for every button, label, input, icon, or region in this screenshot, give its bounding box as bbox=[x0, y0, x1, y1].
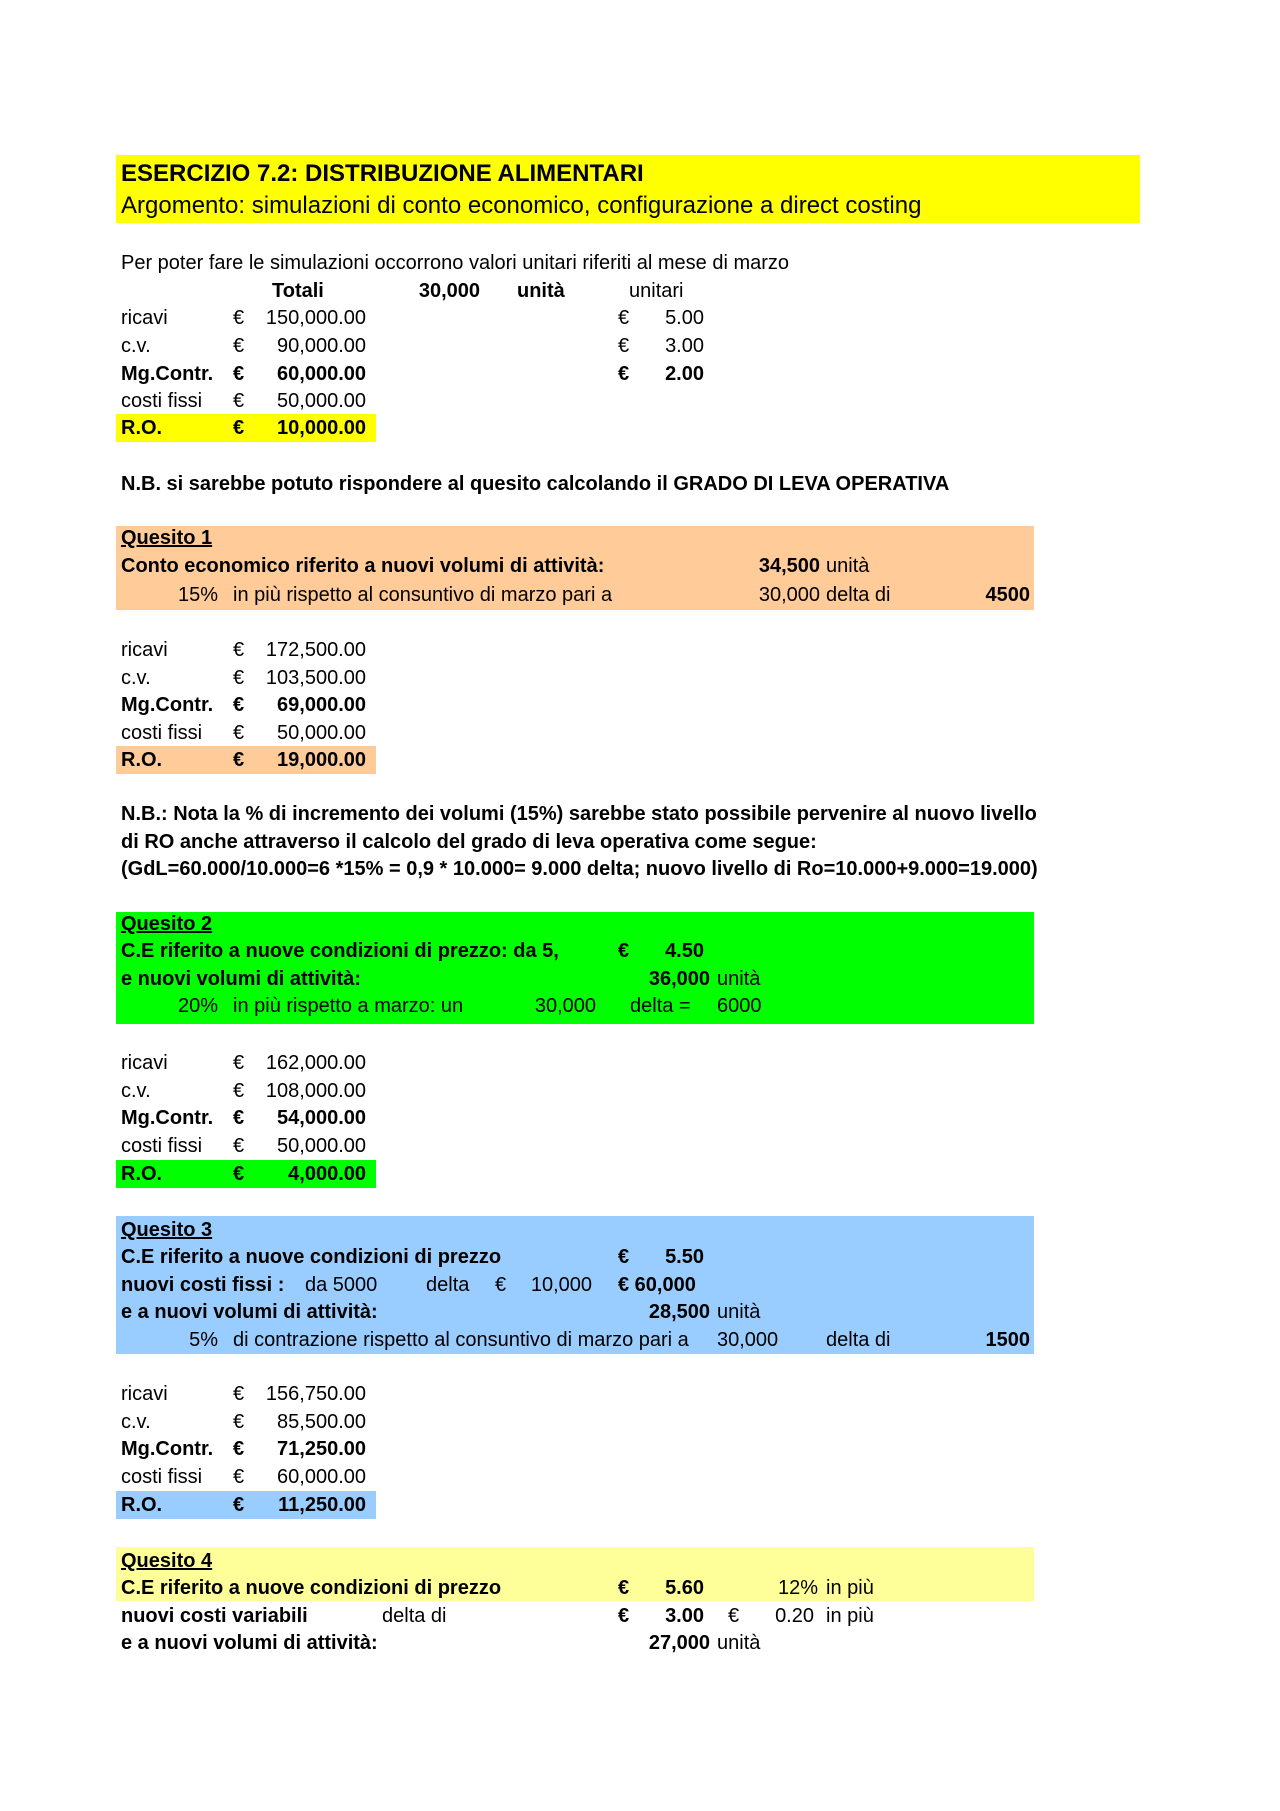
header-totali: Totali bbox=[272, 280, 324, 302]
q1-heading: Quesito 1 bbox=[121, 527, 213, 549]
currency-symbol: € bbox=[233, 1494, 245, 1516]
total-value: 162,000.00 bbox=[265, 1052, 366, 1074]
currency-symbol: € bbox=[233, 694, 245, 716]
row-label: R.O. bbox=[121, 749, 163, 771]
header-volume: 30,000 bbox=[418, 280, 480, 302]
total-value: 50,000.00 bbox=[277, 722, 366, 744]
q4-delta-label: delta di bbox=[382, 1605, 447, 1627]
row-label: c.v. bbox=[121, 667, 151, 689]
q2-delta-label: delta = bbox=[630, 995, 691, 1017]
q4-unit: unità bbox=[717, 1632, 761, 1654]
q2-heading: Quesito 2 bbox=[121, 913, 213, 935]
note-gdl-line1: N.B.: Nota la % di incremento dei volumi (15%) sarebbe stato possibile pervenire al nuovo livello bbox=[121, 803, 1037, 825]
total-value: 71,250.00 bbox=[277, 1438, 366, 1460]
unit-value: 3.00 bbox=[665, 335, 704, 357]
row-label: R.O. bbox=[121, 1163, 163, 1185]
q4-pct-label: in più bbox=[826, 1577, 874, 1599]
row-label: costi fissi bbox=[121, 1135, 203, 1157]
currency-symbol: € bbox=[233, 1383, 245, 1405]
row-label: Mg.Contr. bbox=[121, 1438, 214, 1460]
row-label: c.v. bbox=[121, 1080, 151, 1102]
q3-line2b: da 5000 bbox=[305, 1274, 377, 1296]
q3-price: 5.50 bbox=[665, 1246, 704, 1268]
q2-line3: in più rispetto a marzo: un bbox=[233, 995, 464, 1017]
total-value: 4,000.00 bbox=[288, 1163, 366, 1185]
currency-symbol: € bbox=[233, 1163, 245, 1185]
q4-line3: e a nuovi volumi di attività: bbox=[121, 1632, 378, 1654]
total-value: 103,500.00 bbox=[265, 667, 366, 689]
row-label: c.v. bbox=[121, 1411, 151, 1433]
row-label: ricavi bbox=[121, 307, 168, 329]
row-label: ricavi bbox=[121, 1052, 168, 1074]
q2-price: 4.50 bbox=[665, 940, 704, 962]
total-value: 54,000.00 bbox=[277, 1107, 366, 1129]
unit-value: 5.00 bbox=[665, 307, 704, 329]
total-value: 172,500.00 bbox=[265, 639, 366, 661]
total-value: 108,000.00 bbox=[265, 1080, 366, 1102]
total-value: 150,000.00 bbox=[265, 307, 366, 329]
row-label: costi fissi bbox=[121, 1466, 203, 1488]
q4-inc-label: in più bbox=[826, 1605, 874, 1627]
header-unitari: unitari bbox=[629, 280, 684, 302]
q3-pct: 5% bbox=[189, 1329, 218, 1351]
q1-line2: in più rispetto al consuntivo di marzo pari a bbox=[233, 584, 613, 606]
currency-symbol: € bbox=[618, 1246, 630, 1268]
currency-symbol: € bbox=[618, 1605, 630, 1627]
currency-symbol: € bbox=[233, 335, 245, 357]
total-value: 90,000.00 bbox=[277, 335, 366, 357]
q1-pct: 15% bbox=[177, 584, 218, 606]
currency-symbol: € bbox=[233, 1135, 245, 1157]
q1-delta-label: delta di bbox=[826, 584, 891, 606]
currency-symbol: € bbox=[618, 363, 630, 385]
q3-line3: e a nuovi volumi di attività: bbox=[121, 1301, 378, 1323]
q4-inc: 0.20 bbox=[775, 1605, 814, 1627]
total-value: 10,000.00 bbox=[277, 417, 366, 439]
q4-line1: C.E riferito a nuove condizioni di prezzo bbox=[121, 1577, 502, 1599]
q3-heading: Quesito 3 bbox=[121, 1219, 213, 1241]
currency-symbol: € bbox=[618, 335, 630, 357]
q3-delta: 1500 bbox=[985, 1329, 1030, 1351]
q3-line1: C.E riferito a nuove condizioni di prezzo bbox=[121, 1246, 502, 1268]
currency-symbol: € bbox=[233, 1466, 245, 1488]
header-unita: unità bbox=[517, 280, 565, 302]
row-label: ricavi bbox=[121, 1383, 168, 1405]
q2-line2: e nuovi volumi di attività: bbox=[121, 968, 362, 990]
total-value: 19,000.00 bbox=[277, 749, 366, 771]
page-title: ESERCIZIO 7.2: DISTRIBUZIONE ALIMENTARI bbox=[121, 160, 644, 187]
note-leva: N.B. si sarebbe potuto rispondere al quesito calcolando il GRADO DI LEVA OPERATIVA bbox=[121, 473, 950, 495]
q2-line1: C.E riferito a nuove condizioni di prezzo: da 5, bbox=[121, 940, 559, 962]
currency-symbol: € bbox=[233, 1080, 245, 1102]
currency-symbol: € bbox=[233, 390, 245, 412]
total-value: 50,000.00 bbox=[277, 1135, 366, 1157]
q3-volume: 28,500 bbox=[648, 1301, 710, 1323]
unit-value: 2.00 bbox=[665, 363, 704, 385]
currency-symbol: € bbox=[233, 1052, 245, 1074]
total-value: 85,500.00 bbox=[277, 1411, 366, 1433]
note-gdl-line3: (GdL=60.000/10.000=6 *15% = 0,9 * 10.000= 9.000 delta; nuovo livello di Ro=10.000+9.000=19.000) bbox=[121, 858, 1038, 880]
q4-pct: 12% bbox=[777, 1577, 818, 1599]
currency-symbol: € bbox=[233, 749, 245, 771]
currency-symbol: € bbox=[495, 1274, 507, 1296]
currency-symbol: € bbox=[233, 667, 245, 689]
q2-pct: 20% bbox=[177, 995, 218, 1017]
intro-text: Per poter fare le simulazioni occorrono valori unitari riferiti al mese di marzo bbox=[121, 252, 790, 274]
q4-heading: Quesito 4 bbox=[121, 1550, 213, 1572]
q1-line1: Conto economico riferito a nuovi volumi di attività: bbox=[121, 555, 605, 577]
currency-symbol: € bbox=[233, 363, 245, 385]
q1-delta: 4500 bbox=[985, 584, 1030, 606]
currency-symbol: € bbox=[618, 940, 630, 962]
total-value: 60,000.00 bbox=[277, 1466, 366, 1488]
q1-unit: unità bbox=[826, 555, 870, 577]
row-label: costi fissi bbox=[121, 390, 203, 412]
currency-symbol: € bbox=[233, 1107, 245, 1129]
q4-volume: 27,000 bbox=[648, 1632, 710, 1654]
q3-delta-label: delta bbox=[426, 1274, 470, 1296]
row-label: R.O. bbox=[121, 417, 163, 439]
currency-symbol: € bbox=[618, 1577, 630, 1599]
row-label: R.O. bbox=[121, 1494, 163, 1516]
q2-delta: 6000 bbox=[717, 995, 762, 1017]
currency-symbol: € bbox=[728, 1605, 740, 1627]
q1-base: 30,000 bbox=[758, 584, 820, 606]
q1-volume: 34,500 bbox=[758, 555, 820, 577]
q3-new-cf: € 60,000 bbox=[618, 1274, 696, 1296]
q3-line4: di contrazione rispetto al consuntivo di marzo pari a bbox=[233, 1329, 689, 1351]
currency-symbol: € bbox=[233, 417, 245, 439]
row-label: Mg.Contr. bbox=[121, 363, 214, 385]
row-label: costi fissi bbox=[121, 722, 203, 744]
q4-cv: 3.00 bbox=[665, 1605, 704, 1627]
q3-unit: unità bbox=[717, 1301, 761, 1323]
q2-unit: unità bbox=[717, 968, 761, 990]
q3-delta-cf: 10,000 bbox=[530, 1274, 592, 1296]
currency-symbol: € bbox=[618, 307, 630, 329]
q3-delta-label2: delta di bbox=[826, 1329, 891, 1351]
currency-symbol: € bbox=[233, 307, 245, 329]
q3-line2a: nuovi costi fissi : bbox=[121, 1274, 285, 1296]
total-value: 11,250.00 bbox=[278, 1494, 366, 1516]
page-subtitle: Argomento: simulazioni di conto economico, configurazione a direct costing bbox=[121, 192, 922, 219]
row-label: Mg.Contr. bbox=[121, 1107, 214, 1129]
currency-symbol: € bbox=[233, 1438, 245, 1460]
q2-base: 30,000 bbox=[534, 995, 596, 1017]
total-value: 50,000.00 bbox=[277, 390, 366, 412]
row-label: ricavi bbox=[121, 639, 168, 661]
q4-price: 5.60 bbox=[665, 1577, 704, 1599]
total-value: 156,750.00 bbox=[265, 1383, 366, 1405]
q4-line2: nuovi costi variabili bbox=[121, 1605, 308, 1627]
total-value: 60,000.00 bbox=[277, 363, 366, 385]
currency-symbol: € bbox=[233, 639, 245, 661]
currency-symbol: € bbox=[233, 722, 245, 744]
q2-volume: 36,000 bbox=[648, 968, 710, 990]
row-label: Mg.Contr. bbox=[121, 694, 214, 716]
row-label: c.v. bbox=[121, 335, 151, 357]
currency-symbol: € bbox=[233, 1411, 245, 1433]
q3-base: 30,000 bbox=[717, 1329, 779, 1351]
note-gdl-line2: di RO anche attraverso il calcolo del grado di leva operativa come segue: bbox=[121, 831, 817, 853]
total-value: 69,000.00 bbox=[277, 694, 366, 716]
